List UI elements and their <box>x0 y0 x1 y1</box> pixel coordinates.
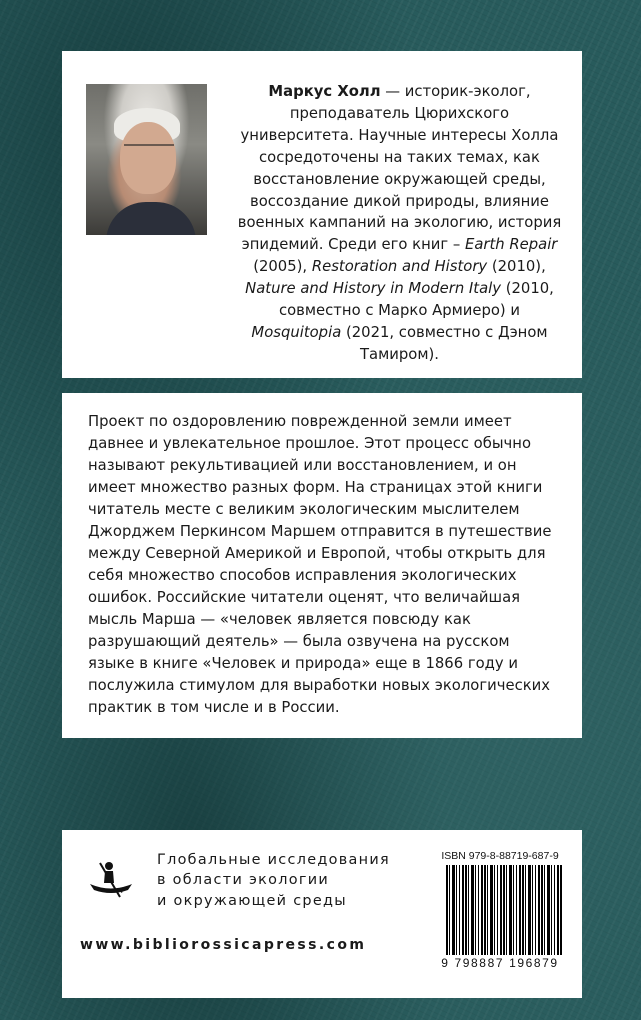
publisher-website[interactable]: www.bibliorossicapress.com <box>80 937 367 953</box>
book-title-1: Earth Repair <box>464 236 558 254</box>
bio-text-4: (2010, совместно с Марко Армиеро) и <box>278 280 554 320</box>
canoe-paddler-icon <box>88 857 134 903</box>
book-title-3: Nature and History in Modern Italy <box>245 280 502 298</box>
book-blurb <box>88 411 558 719</box>
book-title-2: Restoration and History <box>311 258 488 276</box>
author-bio <box>232 81 567 366</box>
author-name: Маркус Холл <box>268 83 381 100</box>
isbn-label: ISBN 979-8-88719-687-9 <box>441 850 559 862</box>
footer-panel <box>62 830 582 998</box>
book-title-4: Mosquitopia <box>251 323 342 341</box>
series-line-2: в области экологии <box>157 872 330 889</box>
author-photo <box>86 84 207 235</box>
series-line-3: и окружающей среды <box>157 892 347 909</box>
series-title <box>157 850 407 911</box>
blurb-text: Проект по оздоровлению поврежденной земли имеет давнее и увлекательное прошлое. Этот процесс обычно называют рекультивацией или восстановлением, и он имеет множество разных форм. На страницах этой книги читатель месте с великим экологическим мыслителем Джорджем Перкинсом Маршем отправится в путешествие между Северной Америкой и Европой, чтобы открыть для себя множество способов исправления экологических ошибок. Российские читатели оценят, что величайшая мысль Марша — «человек является повсюду как разрушающий деятель» — была озвучена на русском языке в книге «Человек и природа» еще в 1866 году и послужила стимулом для выработки новых экологических практик в том числе и в России. <box>88 413 552 716</box>
series-line-1: Глобальные исследования <box>157 852 390 868</box>
bio-text-2: (2005), <box>253 258 312 276</box>
bio-text-3: (2010), <box>487 258 546 276</box>
bio-text-5: (2021, совместно с Дэном Тамиром). <box>341 323 548 363</box>
blurb-panel <box>62 393 582 738</box>
barcode <box>434 850 566 980</box>
barcode-digits: 9 798887 196879 <box>441 956 559 970</box>
author-panel <box>62 51 582 378</box>
barcode-bars <box>446 865 562 955</box>
bio-text-1: — историк-эколог, преподаватель Цюрихского университета. Научные интересы Холла сосредоточены на таких темах, как восстановление окружающей среды, воссоздание дикой природы, влияние военных кампаний на экологию, история эпидемий. Среди его книг – <box>237 83 562 254</box>
